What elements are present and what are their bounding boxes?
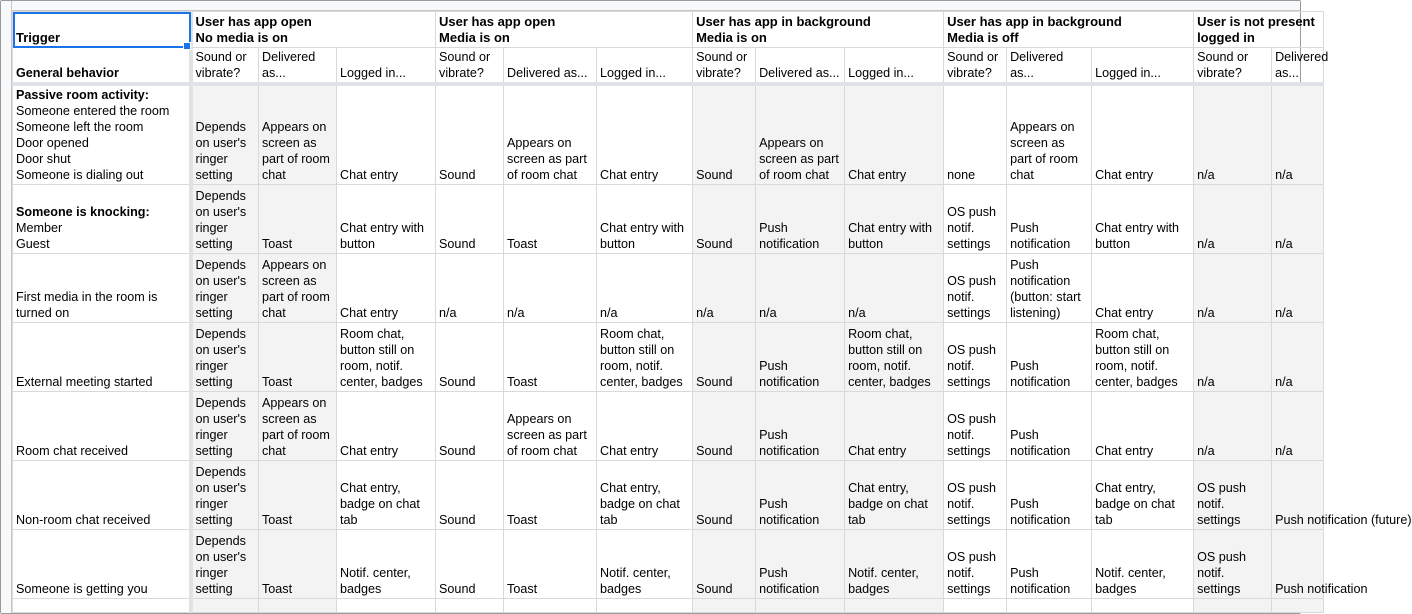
table-cell[interactable]: Notif. center, badges	[337, 530, 436, 599]
table-cell[interactable]: OS push notif. settings	[1194, 461, 1272, 530]
header-row-groups	[13, 12, 1324, 48]
table-cell[interactable]: Push notification (future)	[1272, 461, 1324, 530]
table-cell[interactable]: Chat entry, badge on chat tab	[1092, 461, 1194, 530]
table-cell[interactable]: Chat entry with button	[1092, 185, 1194, 254]
table-cell[interactable]: Toast	[259, 323, 337, 392]
table-cell[interactable]: Push notification	[1007, 461, 1092, 530]
table-cell[interactable]	[504, 599, 597, 613]
table-cell[interactable]: n/a	[504, 254, 597, 323]
table-cell[interactable]: Chat entry, badge on chat tab	[845, 461, 944, 530]
table-cell[interactable]: n/a	[1194, 254, 1272, 323]
group-header-cell[interactable]	[1194, 12, 1324, 48]
group-header-cell[interactable]	[191, 12, 436, 48]
table-cell[interactable]: n/a	[1272, 392, 1324, 461]
trigger-title: Someone is knocking:	[16, 205, 150, 219]
table-cell[interactable]: OS push notif. settings	[944, 392, 1007, 461]
table-cell[interactable]: Sound	[436, 323, 504, 392]
table-cell[interactable]	[1272, 599, 1324, 613]
table-cell[interactable]: Push notification	[756, 530, 845, 599]
table-cell[interactable]: Notif. center, badges	[1092, 530, 1194, 599]
table-cell[interactable]: Sound	[693, 392, 756, 461]
table-cell[interactable]: Toast	[259, 185, 337, 254]
table-cell[interactable]: Sound	[436, 84, 504, 185]
trigger-cell[interactable]	[13, 84, 191, 185]
table-cell[interactable]: Chat entry	[597, 392, 693, 461]
table-cell[interactable]: Depends on user's ringer setting	[191, 461, 259, 530]
group-header-line1: User has app open	[439, 14, 556, 29]
trigger-line: Door opened	[16, 136, 89, 150]
table-cell[interactable]: Chat entry with button	[597, 185, 693, 254]
table-cell[interactable]: Chat entry with button	[845, 185, 944, 254]
table-cell[interactable]: OS push notif. settings	[944, 530, 1007, 599]
subcolumn-header-cell[interactable]: Delivered as...	[1007, 48, 1092, 84]
table-cell[interactable]: Chat entry	[1092, 84, 1194, 185]
table-cell[interactable]: Depends on user's ringer setting	[191, 84, 259, 185]
table-cell[interactable]	[337, 599, 436, 613]
table-cell[interactable]: Depends on user's ringer setting	[191, 530, 259, 599]
table-cell[interactable]: Chat entry	[337, 392, 436, 461]
trigger-cell[interactable]	[13, 392, 191, 461]
group-header-line2: Media is off	[947, 30, 1019, 45]
table-row	[13, 185, 1324, 254]
subcolumn-header-cell[interactable]: Logged in...	[337, 48, 436, 84]
table-row	[13, 323, 1324, 392]
table-cell[interactable]: Toast	[504, 530, 597, 599]
table-cell[interactable]: n/a	[756, 254, 845, 323]
table-cell[interactable]: OS push notif. settings	[944, 323, 1007, 392]
table-cell[interactable]: Depends on user's ringer setting	[191, 323, 259, 392]
table-cell[interactable]: Appears on screen as part of room chat	[1007, 84, 1092, 185]
table-cell[interactable]: Chat entry	[1092, 392, 1194, 461]
table-cell[interactable]: Depends on user's ringer setting	[191, 185, 259, 254]
group-header-cell[interactable]	[436, 12, 693, 48]
trigger-line: Someone entered the room	[16, 104, 170, 118]
table-cell[interactable]: Sound	[436, 185, 504, 254]
trigger-line: Room chat received	[16, 444, 128, 458]
trigger-cell[interactable]	[13, 599, 191, 613]
table-cell[interactable]: Chat entry	[597, 84, 693, 185]
group-header-cell[interactable]	[693, 12, 944, 48]
table-cell[interactable]: Appears on screen as part of room chat	[504, 84, 597, 185]
table-cell[interactable]: n/a	[1194, 323, 1272, 392]
group-header-line2: No media is on	[195, 30, 288, 45]
group-header-cell[interactable]	[944, 12, 1194, 48]
table-cell[interactable]	[944, 599, 1007, 613]
group-header-line1: User has app open	[195, 14, 312, 29]
table-cell[interactable]: Notif. center, badges	[597, 530, 693, 599]
trigger-cell[interactable]	[13, 323, 191, 392]
table-cell[interactable]	[436, 599, 504, 613]
table-cell[interactable]: Chat entry	[337, 254, 436, 323]
table-cell[interactable]	[845, 599, 944, 613]
group-header-line2: logged in	[1197, 30, 1255, 45]
table-cell[interactable]: Toast	[504, 323, 597, 392]
table-cell[interactable]: n/a	[693, 254, 756, 323]
table-row	[13, 392, 1324, 461]
table-cell[interactable]: n/a	[1272, 185, 1324, 254]
table-cell[interactable]: none	[944, 84, 1007, 185]
table-row	[13, 461, 1324, 530]
table-cell[interactable]: n/a	[1194, 185, 1272, 254]
table-cell[interactable]	[259, 599, 337, 613]
trigger-cell[interactable]	[13, 461, 191, 530]
table-cell[interactable]: Depends on user's ringer setting	[191, 392, 259, 461]
trigger-line: Door shut	[16, 152, 71, 166]
trigger-line: Someone is getting you	[16, 582, 148, 596]
table-cell[interactable]	[191, 599, 259, 613]
table-cell[interactable]: Chat entry	[845, 392, 944, 461]
subcolumn-header-cell[interactable]: Delivered as...	[504, 48, 597, 84]
group-header-line2: Media is on	[439, 30, 510, 45]
table-cell[interactable]: Appears on screen as part of room chat	[259, 254, 337, 323]
table-cell[interactable]: Notif. center, badges	[845, 530, 944, 599]
table-cell[interactable]: Toast	[504, 461, 597, 530]
subcolumn-header-cell[interactable]: Delivered as...	[756, 48, 845, 84]
trigger-line: First media in the room is turned on	[16, 290, 158, 320]
table-cell[interactable]: OS push notif. settings	[944, 254, 1007, 323]
subcolumn-header-cell[interactable]: Delivered as...	[1272, 48, 1324, 84]
subcolumn-header-cell[interactable]: Sound or vibrate?	[1194, 48, 1272, 84]
group-header-line1: User has app in background	[696, 14, 871, 29]
trigger-cell[interactable]	[13, 530, 191, 599]
table-cell[interactable]: Sound	[693, 84, 756, 185]
table-cell[interactable]: OS push notif. settings	[944, 185, 1007, 254]
table-cell[interactable]: n/a	[436, 254, 504, 323]
group-header-line1: User is not present	[1197, 14, 1315, 29]
table-cell[interactable]: Push notification	[1272, 530, 1324, 599]
trigger-cell[interactable]	[13, 185, 191, 254]
trigger-line: Non-room chat received	[16, 513, 151, 527]
trigger-line: Guest	[16, 237, 50, 251]
table-cell[interactable]: Chat entry	[1092, 254, 1194, 323]
subcolumn-header-cell[interactable]: Sound or vibrate?	[436, 48, 504, 84]
table-cell[interactable]: Push notification	[756, 461, 845, 530]
row-header-gutter[interactable]	[1, 1, 12, 613]
table-cell[interactable]: Appears on screen as part of room chat	[259, 392, 337, 461]
table-cell[interactable]: n/a	[1272, 254, 1324, 323]
table-cell[interactable]: Appears on screen as part of room chat	[504, 392, 597, 461]
trigger-line: Someone left the room	[16, 120, 144, 134]
table-cell[interactable]: Toast	[259, 461, 337, 530]
table-cell[interactable]: n/a	[1194, 392, 1272, 461]
table-row	[13, 599, 1324, 613]
table-cell[interactable]: Toast	[504, 185, 597, 254]
table-cell[interactable]: OS push notif. settings	[1194, 530, 1272, 599]
table-cell[interactable]: Push notification (button: start listening)	[1007, 254, 1092, 323]
table-cell[interactable]: Room chat, button still on room, notif. center, badges	[1092, 323, 1194, 392]
table-cell[interactable]: Sound	[693, 461, 756, 530]
table-cell[interactable]: Sound	[693, 323, 756, 392]
subcolumn-header-cell[interactable]: Logged in...	[845, 48, 944, 84]
table-cell[interactable]: Appears on screen as part of room chat	[756, 84, 845, 185]
group-header-line1: User has app in background	[947, 14, 1122, 29]
table-cell[interactable]: Sound	[436, 392, 504, 461]
table-cell[interactable]	[1092, 599, 1194, 613]
column-header-gutter[interactable]	[1, 1, 1300, 11]
group-header-line2: Media is on	[696, 30, 767, 45]
table-cell[interactable]	[1007, 599, 1092, 613]
table-cell[interactable]: n/a	[1194, 84, 1272, 185]
table-cell[interactable]: Chat entry, badge on chat tab	[337, 461, 436, 530]
trigger-title: Passive room activity:	[16, 88, 149, 102]
trigger-line: External meeting started	[16, 375, 153, 389]
table-cell[interactable]: Sound	[436, 530, 504, 599]
subcolumn-header-cell[interactable]: Sound or vibrate?	[693, 48, 756, 84]
table-cell[interactable]: Push notification	[1007, 323, 1092, 392]
table-row	[13, 530, 1324, 599]
table-cell[interactable]: Push notification	[756, 185, 845, 254]
table-cell[interactable]: Room chat, button still on room, notif. center, badges	[337, 323, 436, 392]
table-cell[interactable]: Chat entry	[845, 84, 944, 185]
table-cell[interactable]: Sound	[436, 461, 504, 530]
selection-fill-handle[interactable]	[183, 42, 191, 50]
table-cell[interactable]: Chat entry with button	[337, 185, 436, 254]
table-cell[interactable]	[693, 599, 756, 613]
trigger-cell[interactable]	[13, 254, 191, 323]
table-cell[interactable]: Chat entry, badge on chat tab	[597, 461, 693, 530]
table-cell[interactable]: OS push notif. settings	[944, 461, 1007, 530]
trigger-line: Member	[16, 221, 63, 235]
subcolumn-header-cell[interactable]: Sound or vibrate?	[191, 48, 259, 84]
table-cell[interactable]: Toast	[259, 530, 337, 599]
table-cell[interactable]: Room chat, button still on room, notif. center, badges	[845, 323, 944, 392]
table-cell[interactable]	[756, 599, 845, 613]
table-cell[interactable]: Chat entry	[337, 84, 436, 185]
table-cell[interactable]: Push notification	[756, 392, 845, 461]
table-cell[interactable]	[597, 599, 693, 613]
subcolumn-header-cell[interactable]: Logged in...	[1092, 48, 1194, 84]
table-row	[13, 254, 1324, 323]
table-row	[13, 84, 1324, 185]
table-cell[interactable]: Sound	[693, 530, 756, 599]
general-behavior-header-cell[interactable]: General behavior	[13, 48, 191, 84]
header-row-subcolumns	[13, 48, 1324, 84]
table-cell[interactable]: Room chat, button still on room, notif. center, badges	[597, 323, 693, 392]
table-cell[interactable]: n/a	[845, 254, 944, 323]
subcolumn-header-cell[interactable]: Logged in...	[597, 48, 693, 84]
trigger-header-cell[interactable]: Trigger	[13, 12, 191, 48]
trigger-line: Someone is dialing out	[16, 168, 144, 182]
table-cell[interactable]: Appears on screen as part of room chat	[259, 84, 337, 185]
table-cell[interactable]	[1194, 599, 1272, 613]
table-cell[interactable]: Push notification	[1007, 185, 1092, 254]
table-cell[interactable]: Depends on user's ringer setting	[191, 254, 259, 323]
table-cell[interactable]: n/a	[597, 254, 693, 323]
table-cell[interactable]: Sound	[693, 185, 756, 254]
table-cell[interactable]: Push notification	[1007, 530, 1092, 599]
table-cell[interactable]: Push notification	[1007, 392, 1092, 461]
table-cell[interactable]: n/a	[1272, 323, 1324, 392]
table-cell[interactable]: Push notification	[756, 323, 845, 392]
subcolumn-header-cell[interactable]: Delivered as...	[259, 48, 337, 84]
subcolumn-header-cell[interactable]: Sound or vibrate?	[944, 48, 1007, 84]
table-cell[interactable]: n/a	[1272, 84, 1324, 185]
spreadsheet-grid	[12, 11, 1412, 613]
